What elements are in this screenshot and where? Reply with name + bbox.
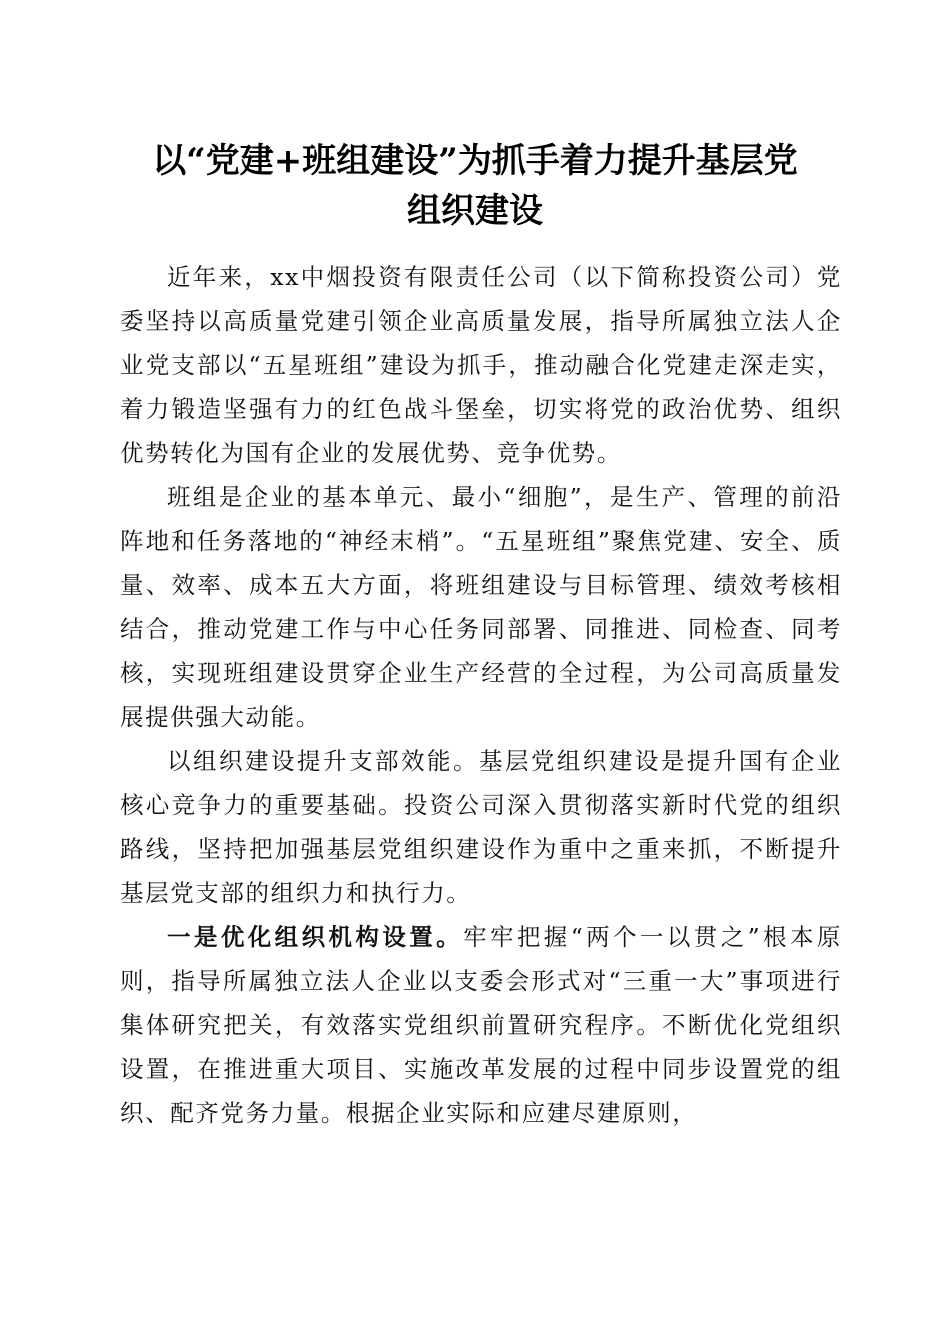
paragraph-text: 牢牢把握“两个一以贯之”根本原则，指导所属独立法人企业以支委会形式对“三重一大”事项进行集体研究把关，有效落实党组织前置研究程序。不断优化党组织设置，在推进重大项目、实施改革发展的过程中同步设置党的组织、配齐党务力量。根据企业实际和应建尽建原则， — [120, 923, 842, 1127]
paragraph-2 — [120, 475, 842, 739]
paragraph-3 — [120, 739, 842, 915]
paragraph-4 — [120, 915, 842, 1135]
paragraph-lead: 一是优化组织机构设置。 — [167, 923, 464, 951]
paragraph-text: 班组是企业的基本单元、最小“细胞”，是生产、管理的前沿阵地和任务落地的“神经末梢”。“五星班组”聚焦党建、安全、质量、效率、成本五大方面，将班组建设与目标管理、绩效考核相结合，推动党建工作与中心任务同部署、同推进、同检查、同考核，实现班组建设贯穿企业生产经营的全过程，为公司高质量发展提供强大动能。 — [120, 483, 842, 731]
paragraph-text: 近年来，xx中烟投资有限责任公司（以下简称投资公司）党委坚持以高质量党建引领企业高质量发展，指导所属独立法人企业党支部以“五星班组”建设为抓手，推动融合化党建走深走实，着力锻造坚强有力的红色战斗堡垒，切实将党的政治优势、组织优势转化为国有企业的发展优势、竞争优势。 — [120, 263, 842, 467]
page-title — [110, 136, 840, 236]
paragraph-text: 以组织建设提升支部效能。基层党组织建设是提升国有企业核心竞争力的重要基础。投资公司深入贯彻落实新时代党的组织路线，坚持把加强基层党组织建设作为重中之重来抓，不断提升基层党支部的组织力和执行力。 — [120, 747, 842, 907]
document-body — [120, 255, 842, 1135]
title-line-1: 以“党建+班组建设”为抓手着力提升基层党 — [152, 141, 798, 181]
paragraph-1 — [120, 255, 842, 475]
title-line-2: 组织建设 — [407, 191, 543, 231]
